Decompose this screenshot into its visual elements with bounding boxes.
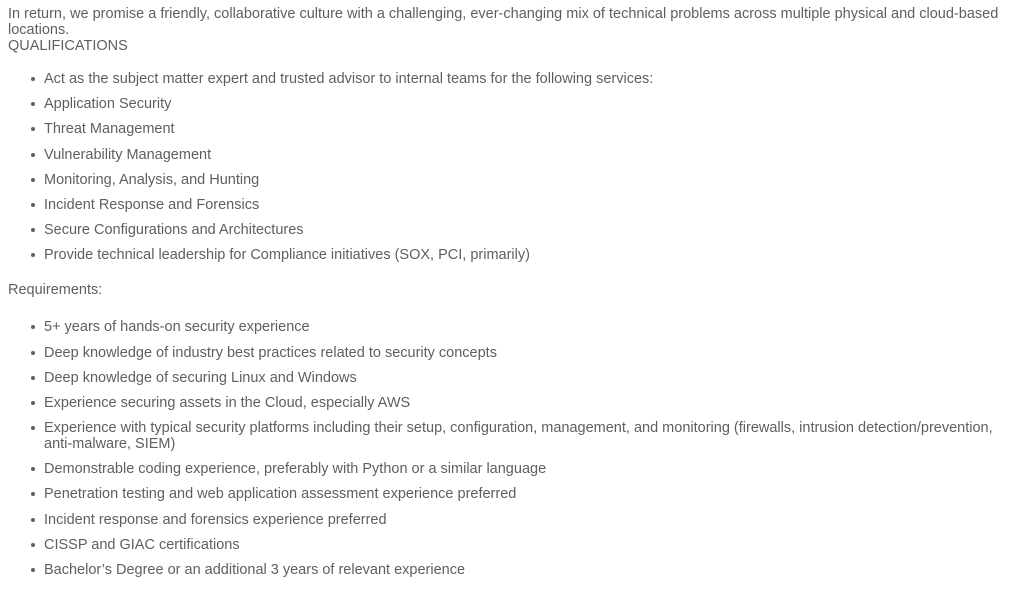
requirements-heading: Requirements: xyxy=(8,282,103,299)
list-item: Vulnerability Management xyxy=(8,147,1016,163)
list-item: Deep knowledge of industry best practices related to security concepts xyxy=(8,345,1016,361)
list-item: Monitoring, Analysis, and Hunting xyxy=(8,172,1016,188)
list-item: 5+ years of hands-on security experience xyxy=(8,319,1016,335)
list-item: Provide technical leadership for Compliance initiatives (SOX, PCI, primarily) xyxy=(8,247,1016,263)
list-item: Experience with typical security platforms including their setup, configuration, management, and monitoring (firewalls, intrusion detection/prevention, anti-malware, SIEM) xyxy=(8,420,1016,452)
list-item: CISSP and GIAC certifications xyxy=(8,537,1016,553)
list-item: Secure Configurations and Architectures xyxy=(8,222,1016,238)
list-item: Incident response and forensics experience preferred xyxy=(8,512,1016,528)
list-item: Application Security xyxy=(8,96,1016,112)
list-item: Experience securing assets in the Cloud, especially AWS xyxy=(8,395,1016,411)
list-item: Deep knowledge of securing Linux and Windows xyxy=(8,370,1016,386)
qualifications-heading: QUALIFICATIONS xyxy=(8,38,128,54)
qualifications-list xyxy=(8,71,1016,263)
list-item: Bachelor’s Degree or an additional 3 years of relevant experience xyxy=(8,562,1016,578)
list-item: Incident Response and Forensics xyxy=(8,197,1016,213)
list-item: Threat Management xyxy=(8,121,1016,137)
list-item: Act as the subject matter expert and trusted advisor to internal teams for the following services: xyxy=(8,71,1016,87)
intro-paragraph: In return, we promise a friendly, collaborative culture with a challenging, ever-changing mix of technical problems across multiple physical and cloud-based locations. xyxy=(8,6,999,38)
list-item: Penetration testing and web application assessment experience preferred xyxy=(8,486,1016,502)
requirements-list xyxy=(8,319,1016,578)
list-item: Demonstrable coding experience, preferably with Python or a similar language xyxy=(8,461,1016,477)
